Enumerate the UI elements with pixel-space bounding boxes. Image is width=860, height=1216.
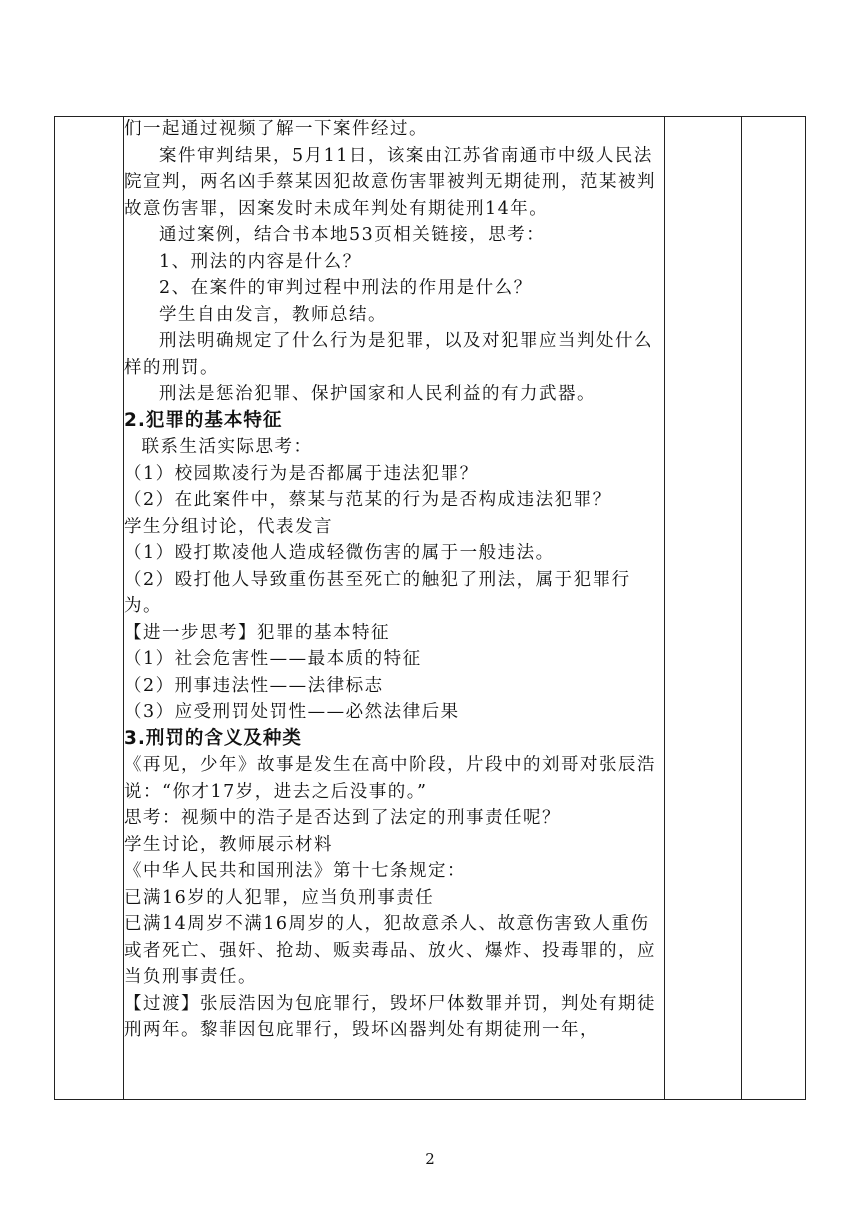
page-number: 2	[425, 1150, 435, 1168]
paragraph: 《中华人民共和国刑法》第十七条规定：	[124, 861, 466, 881]
question: 2、在案件的审判过程中刑法的作用是什么？	[159, 278, 533, 298]
paragraph: （1）殴打欺凌他人造成轻微伤害的属于一般违法。	[124, 543, 555, 563]
question: （2）在此案件中，蔡某与范某的行为是否构成违法犯罪？	[124, 490, 612, 510]
paragraph: 已满14周岁不满16周岁的人，犯故意杀人、故意伤害致人重伤或者死亡、强奸、抢劫、贩卖毒品、放火、爆炸、投毒罪的，应当负刑事责任。	[124, 914, 656, 987]
question: （1）校园欺凌行为是否都属于违法犯罪？	[124, 463, 479, 484]
paragraph: 通过案例，结合书本地53页相关链接，思考：	[159, 225, 546, 245]
list-item: （2）刑事违法性——法律标志	[124, 675, 384, 696]
paragraph: 【进一步思考】犯罪的基本特征	[124, 622, 390, 643]
paragraph: 思考：视频中的浩子是否达到了法定的刑事责任呢？	[124, 808, 561, 828]
list-item: （1）社会危害性——最本质的特征	[124, 649, 422, 669]
paragraph: 学生分组讨论，代表发言	[124, 516, 333, 537]
list-item: （3）应受刑罚处罚性——必然法律后果	[124, 702, 460, 722]
table-column-divider	[741, 117, 742, 1099]
question: 1、刑法的内容是什么？	[159, 251, 362, 272]
paragraph: 学生讨论，教师展示材料	[124, 834, 333, 855]
section-heading: 3.刑罚的含义及种类	[124, 727, 302, 749]
paragraph: 们一起通过视频了解一下案件经过。	[124, 119, 428, 139]
paragraph: 刑法明确规定了什么行为是犯罪，以及对犯罪应当判处什么样的刑罚。	[124, 331, 653, 378]
paragraph: 已满16岁的人犯罪，应当负刑事责任	[124, 887, 435, 908]
paragraph: 刑法是惩治犯罪、保护国家和人民利益的有力武器。	[159, 384, 596, 404]
lesson-content-cell	[124, 116, 664, 1044]
paragraph: 【过渡】张辰浩因为包庇罪行，毁坏尸体数罪并罚，判处有期徒刑两年。黎菲因包庇罪行，毁坏凶器判处有期徒刑一年，	[124, 993, 656, 1040]
paragraph: 学生自由发言，教师总结。	[159, 304, 387, 325]
table-column-divider	[664, 117, 665, 1099]
paragraph: 《再见，少年》故事是发生在高中阶段，片段中的刘哥对张辰浩说：“你才17岁，进去之后没事的。”	[124, 755, 656, 802]
paragraph: 案件审判结果，5月11日，该案由江苏省南通市中级人民法院宣判，两名凶手蔡某因犯故意伤害罪被判无期徒刑，范某被判故意伤害罪，因案发时未成年判处有期徒刑14年。	[124, 145, 656, 219]
paragraph: （2）殴打他人导致重伤甚至死亡的触犯了刑法，属于犯罪行为。	[124, 569, 631, 616]
section-heading: 2.犯罪的基本特征	[124, 409, 283, 431]
paragraph: 联系生活实际思考：	[141, 437, 313, 457]
